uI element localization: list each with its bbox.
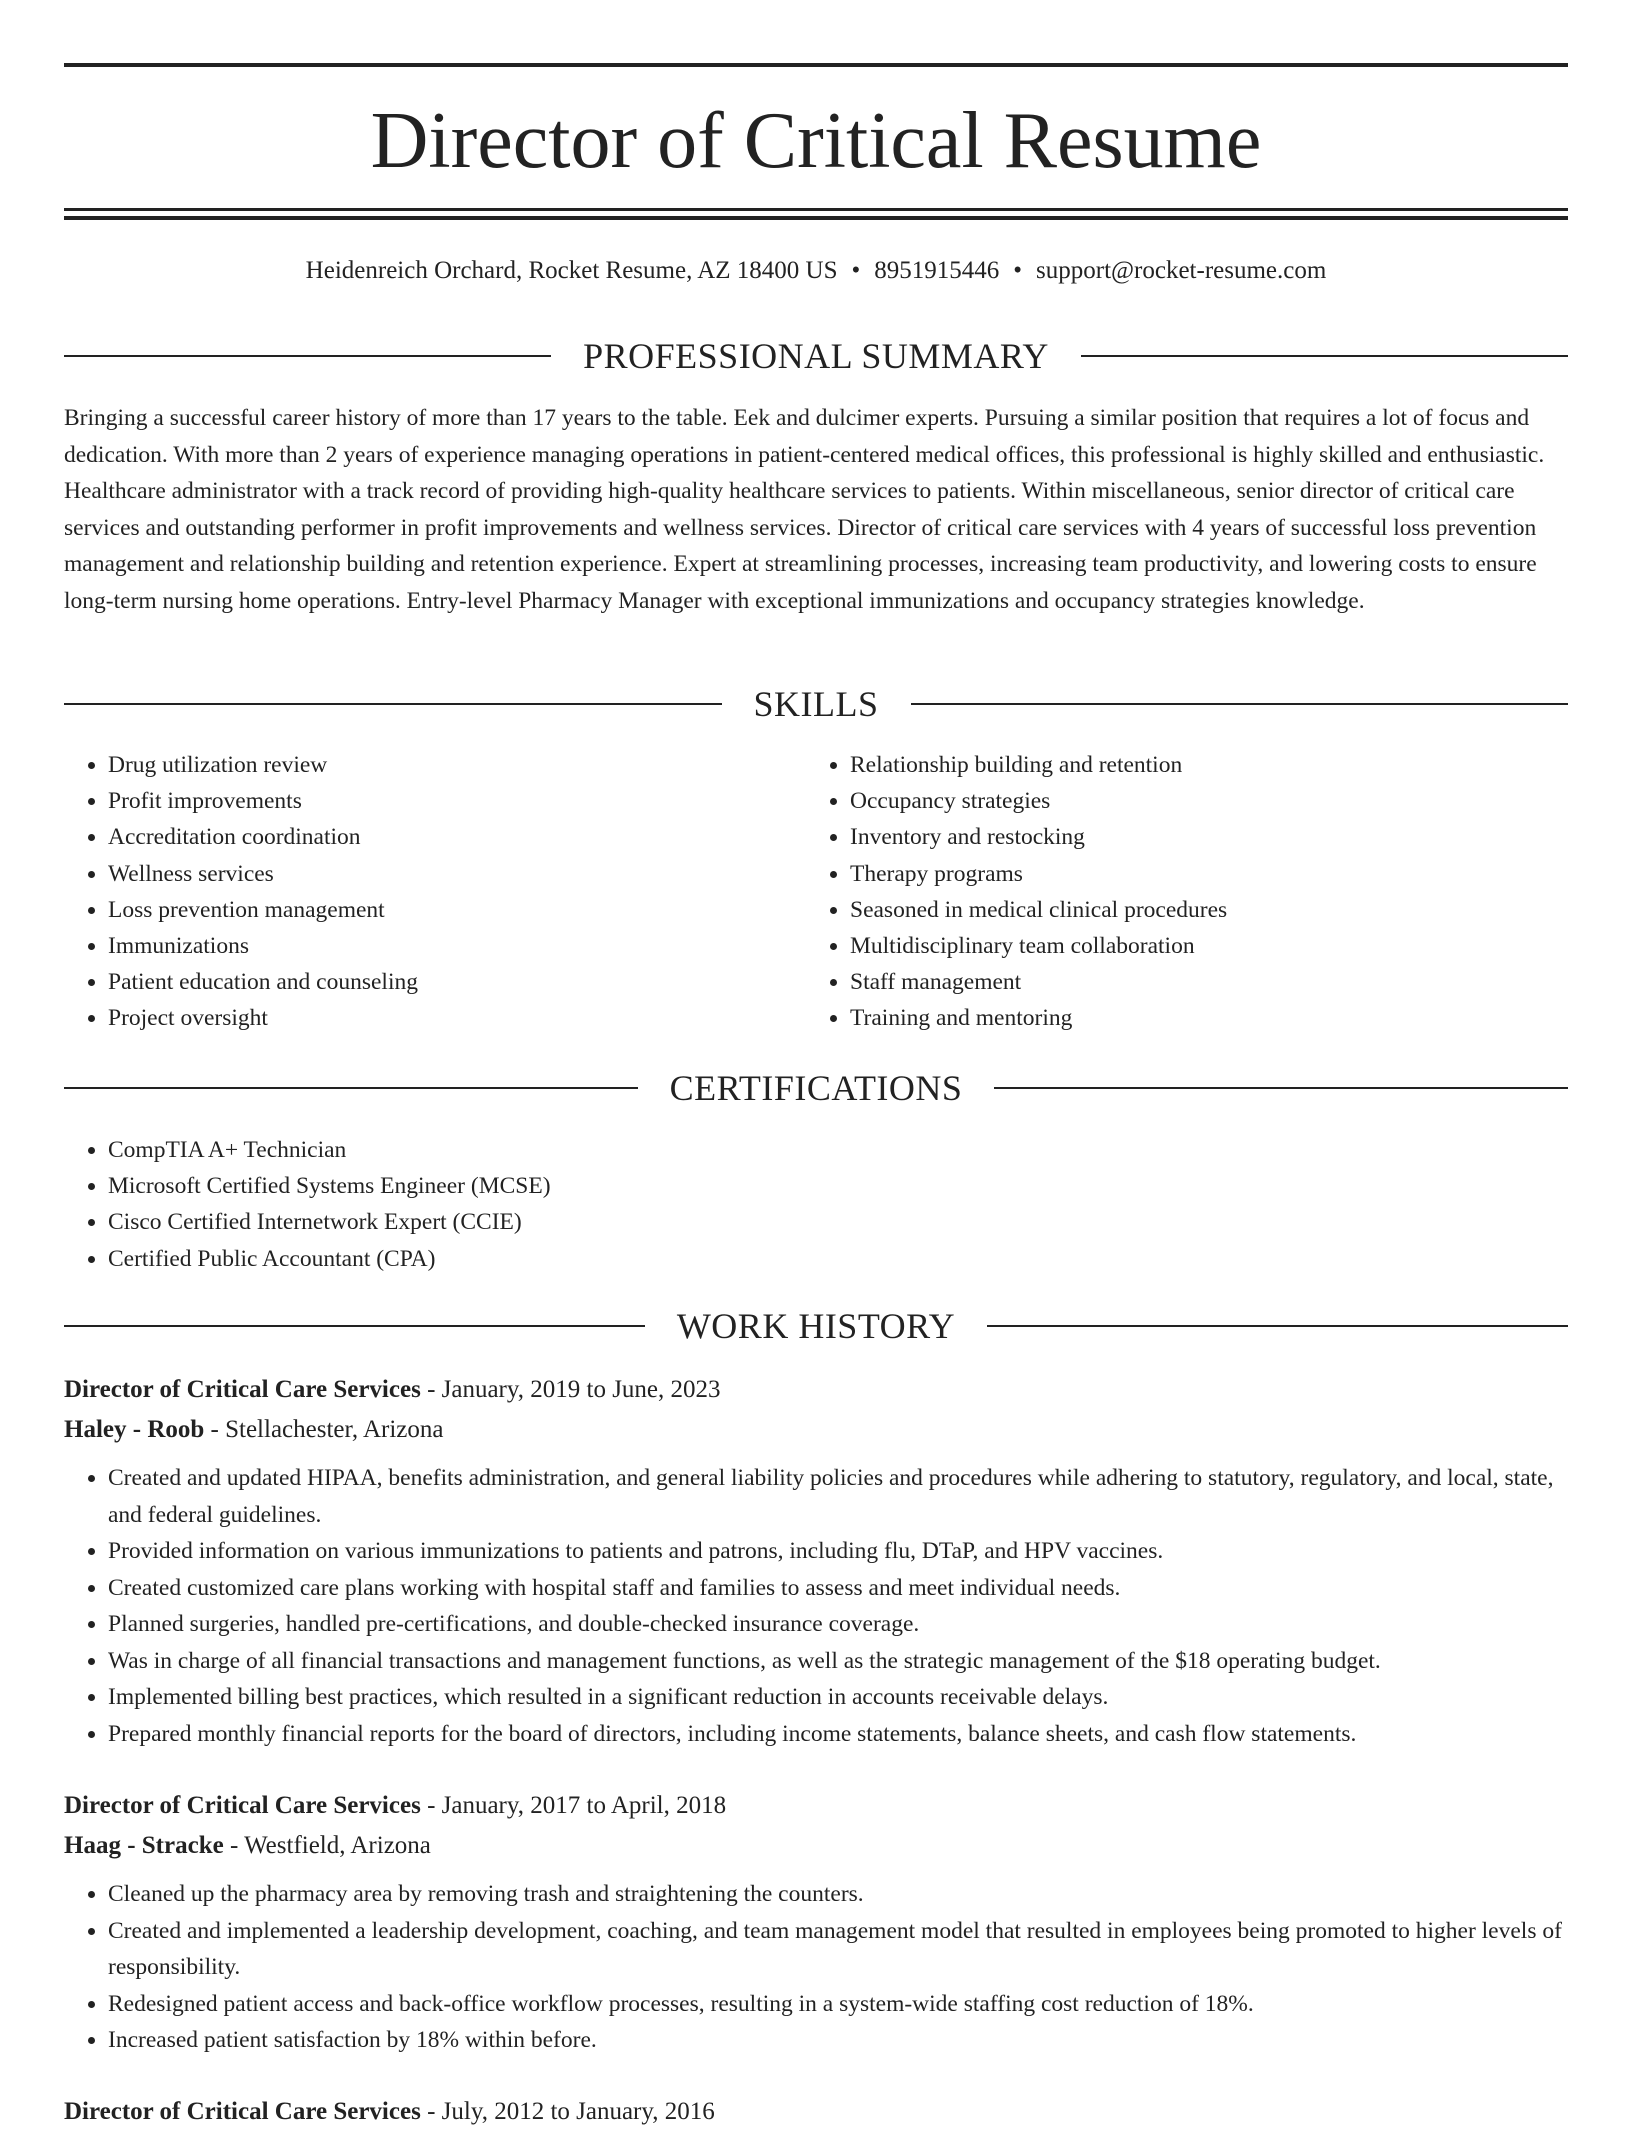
- skills-left-column: [64, 747, 804, 1037]
- title-rule-lower: [64, 216, 1568, 220]
- job-company-line: [64, 1410, 1568, 1450]
- job-company: Haag - Stracke: [64, 1832, 224, 1859]
- list-item: • Training and mentoring: [850, 1000, 1546, 1036]
- list-item: • Wellness services: [108, 856, 804, 892]
- summary-heading: [64, 336, 1568, 376]
- list-item: • Occupancy strategies: [850, 783, 1546, 819]
- heading-rule: [64, 1087, 638, 1089]
- job-title: Director of Critical Care Services: [64, 1792, 421, 1819]
- skills-heading-label: SKILLS: [753, 684, 879, 724]
- heading-rule: [64, 1325, 645, 1327]
- list-item: • Certified Public Accountant (CPA): [108, 1241, 1568, 1277]
- contact-info: [64, 253, 1568, 289]
- list-item: • Inventory and restocking: [850, 819, 1546, 855]
- heading-rule: [987, 1325, 1568, 1327]
- skills-heading: [64, 684, 1568, 724]
- list-item: • Microsoft Certified Systems Engineer (MCSE): [108, 1168, 1568, 1204]
- list-item: • Increased patient satisfaction by 18% within before.: [108, 2022, 1568, 2059]
- contact-email: support@rocket-resume.com: [1036, 257, 1327, 284]
- list-item: • Provided information on various immunizations to patients and patrons, including flu, DTaP, and HPV vaccines.: [108, 1533, 1568, 1570]
- certifications-list: [64, 1132, 1568, 1277]
- certifications-heading: [64, 1068, 1568, 1108]
- list-item: • Immunizations: [108, 928, 804, 964]
- contact-separator: •: [1013, 257, 1023, 284]
- list-item: • Prepared monthly financial reports for the board of directors, including income statements, balance sheets, and cash flow statements.: [108, 1716, 1568, 1753]
- list-item: • Loss prevention management: [108, 892, 804, 928]
- job-title-line: [64, 1370, 1568, 1410]
- work-history-heading: [64, 1306, 1568, 1346]
- contact-separator: •: [851, 257, 861, 284]
- job-dates: - July, 2012 to January, 2016: [420, 2098, 715, 2125]
- list-item: • Patient education and counseling: [108, 964, 804, 1000]
- job-bullets: [64, 1876, 1568, 2059]
- summary-text: Bringing a successful career history of more than 17 years to the table. Eek and dulcimer experts. Pursuing a similar position that requires a lot of focus and dedication. With more than 2 years of experience managing operations in patient-centered medical offices, this professional is highly skilled and enthusiastic. Healthcare administrator with a track record of providing high-quality healthcare services to patients. Within miscellaneous, senior director of critical care services and outstanding performer in profit improvements and wellness services. Director of critical care services with 4 years of successful loss prevention management and relationship building and retention experience. Expert at streamlining processes, increasing team productivity, and lowering costs to ensure long-term nursing home operations. Entry-level Pharmacy Manager with exceptional immunizations and occupancy strategies knowledge.: [64, 405, 1545, 614]
- list-item: • Relationship building and retention: [850, 747, 1546, 783]
- list-item: • Created and implemented a leadership development, coaching, and team management model that resulted in employees being promoted to higher levels of responsibility.: [108, 1913, 1568, 1986]
- list-item: • Created customized care plans working with hospital staff and families to assess and meet individual needs.: [108, 1570, 1568, 1607]
- job-entry: [64, 1370, 1568, 1752]
- heading-rule: [911, 703, 1569, 705]
- job-location: - Westfield, Arizona: [223, 1832, 431, 1859]
- heading-rule: [64, 355, 551, 357]
- list-item: • Project oversight: [108, 1000, 804, 1036]
- job-bullets: [64, 1460, 1568, 1752]
- job-title-line: [64, 2092, 1568, 2132]
- title-rule-upper: [64, 208, 1568, 211]
- heading-rule: [1081, 355, 1568, 357]
- list-item: • Drug utilization review: [108, 747, 804, 783]
- list-item: • Implemented billing best practices, which resulted in a significant reduction in accounts receivable delays.: [108, 1679, 1568, 1716]
- job-entry: [64, 2092, 1568, 2132]
- work-history-heading-label: WORK HISTORY: [676, 1306, 956, 1346]
- list-item: • Cleaned up the pharmacy area by removing trash and straightening the counters.: [108, 1876, 1568, 1913]
- job-company-line: [64, 1826, 1568, 1866]
- list-item: • CompTIA A+ Technician: [108, 1132, 1568, 1168]
- list-item: • Accreditation coordination: [108, 819, 804, 855]
- job-entry: [64, 1786, 1568, 2059]
- heading-rule: [994, 1087, 1568, 1089]
- job-title: Director of Critical Care Services: [64, 2098, 421, 2125]
- certifications-heading-label: CERTIFICATIONS: [669, 1068, 963, 1108]
- contact-address: Heidenreich Orchard, Rocket Resume, AZ 18400 US: [305, 257, 838, 284]
- job-dates: - January, 2019 to June, 2023: [420, 1376, 721, 1403]
- page-title: Director of Critical Resume: [370, 97, 1262, 185]
- list-item: • Created and updated HIPAA, benefits administration, and general liability policies and procedures while adhering to statutory, regulatory, and local, state, and federal guidelines.: [108, 1460, 1568, 1533]
- job-location: - Stellachester, Arizona: [204, 1416, 444, 1443]
- job-dates: - January, 2017 to April, 2018: [420, 1792, 727, 1819]
- list-item: • Planned surgeries, handled pre-certifications, and double-checked insurance coverage.: [108, 1606, 1568, 1643]
- list-item: • Redesigned patient access and back-office workflow processes, resulting in a system-wide staffing cost reduction of 18%.: [108, 1986, 1568, 2023]
- job-company: Haley - Roob: [64, 1416, 205, 1443]
- list-item: • Seasoned in medical clinical procedures: [850, 892, 1546, 928]
- summary-heading-label: PROFESSIONAL SUMMARY: [583, 336, 1049, 376]
- list-item: • Profit improvements: [108, 783, 804, 819]
- skills-right-column: [806, 747, 1546, 1037]
- list-item: • Was in charge of all financial transactions and management functions, as well as the strategic management of the $18 operating budget.: [108, 1643, 1568, 1680]
- list-item: • Cisco Certified Internetwork Expert (CCIE): [108, 1204, 1568, 1240]
- job-title-line: [64, 1786, 1568, 1826]
- job-title: Director of Critical Care Services: [64, 1376, 421, 1403]
- heading-rule: [64, 703, 722, 705]
- list-item: • Staff management: [850, 964, 1546, 1000]
- list-item: • Therapy programs: [850, 856, 1546, 892]
- top-rule: [64, 63, 1568, 67]
- contact-phone: 8951915446: [874, 257, 1000, 284]
- list-item: • Multidisciplinary team collaboration: [850, 928, 1546, 964]
